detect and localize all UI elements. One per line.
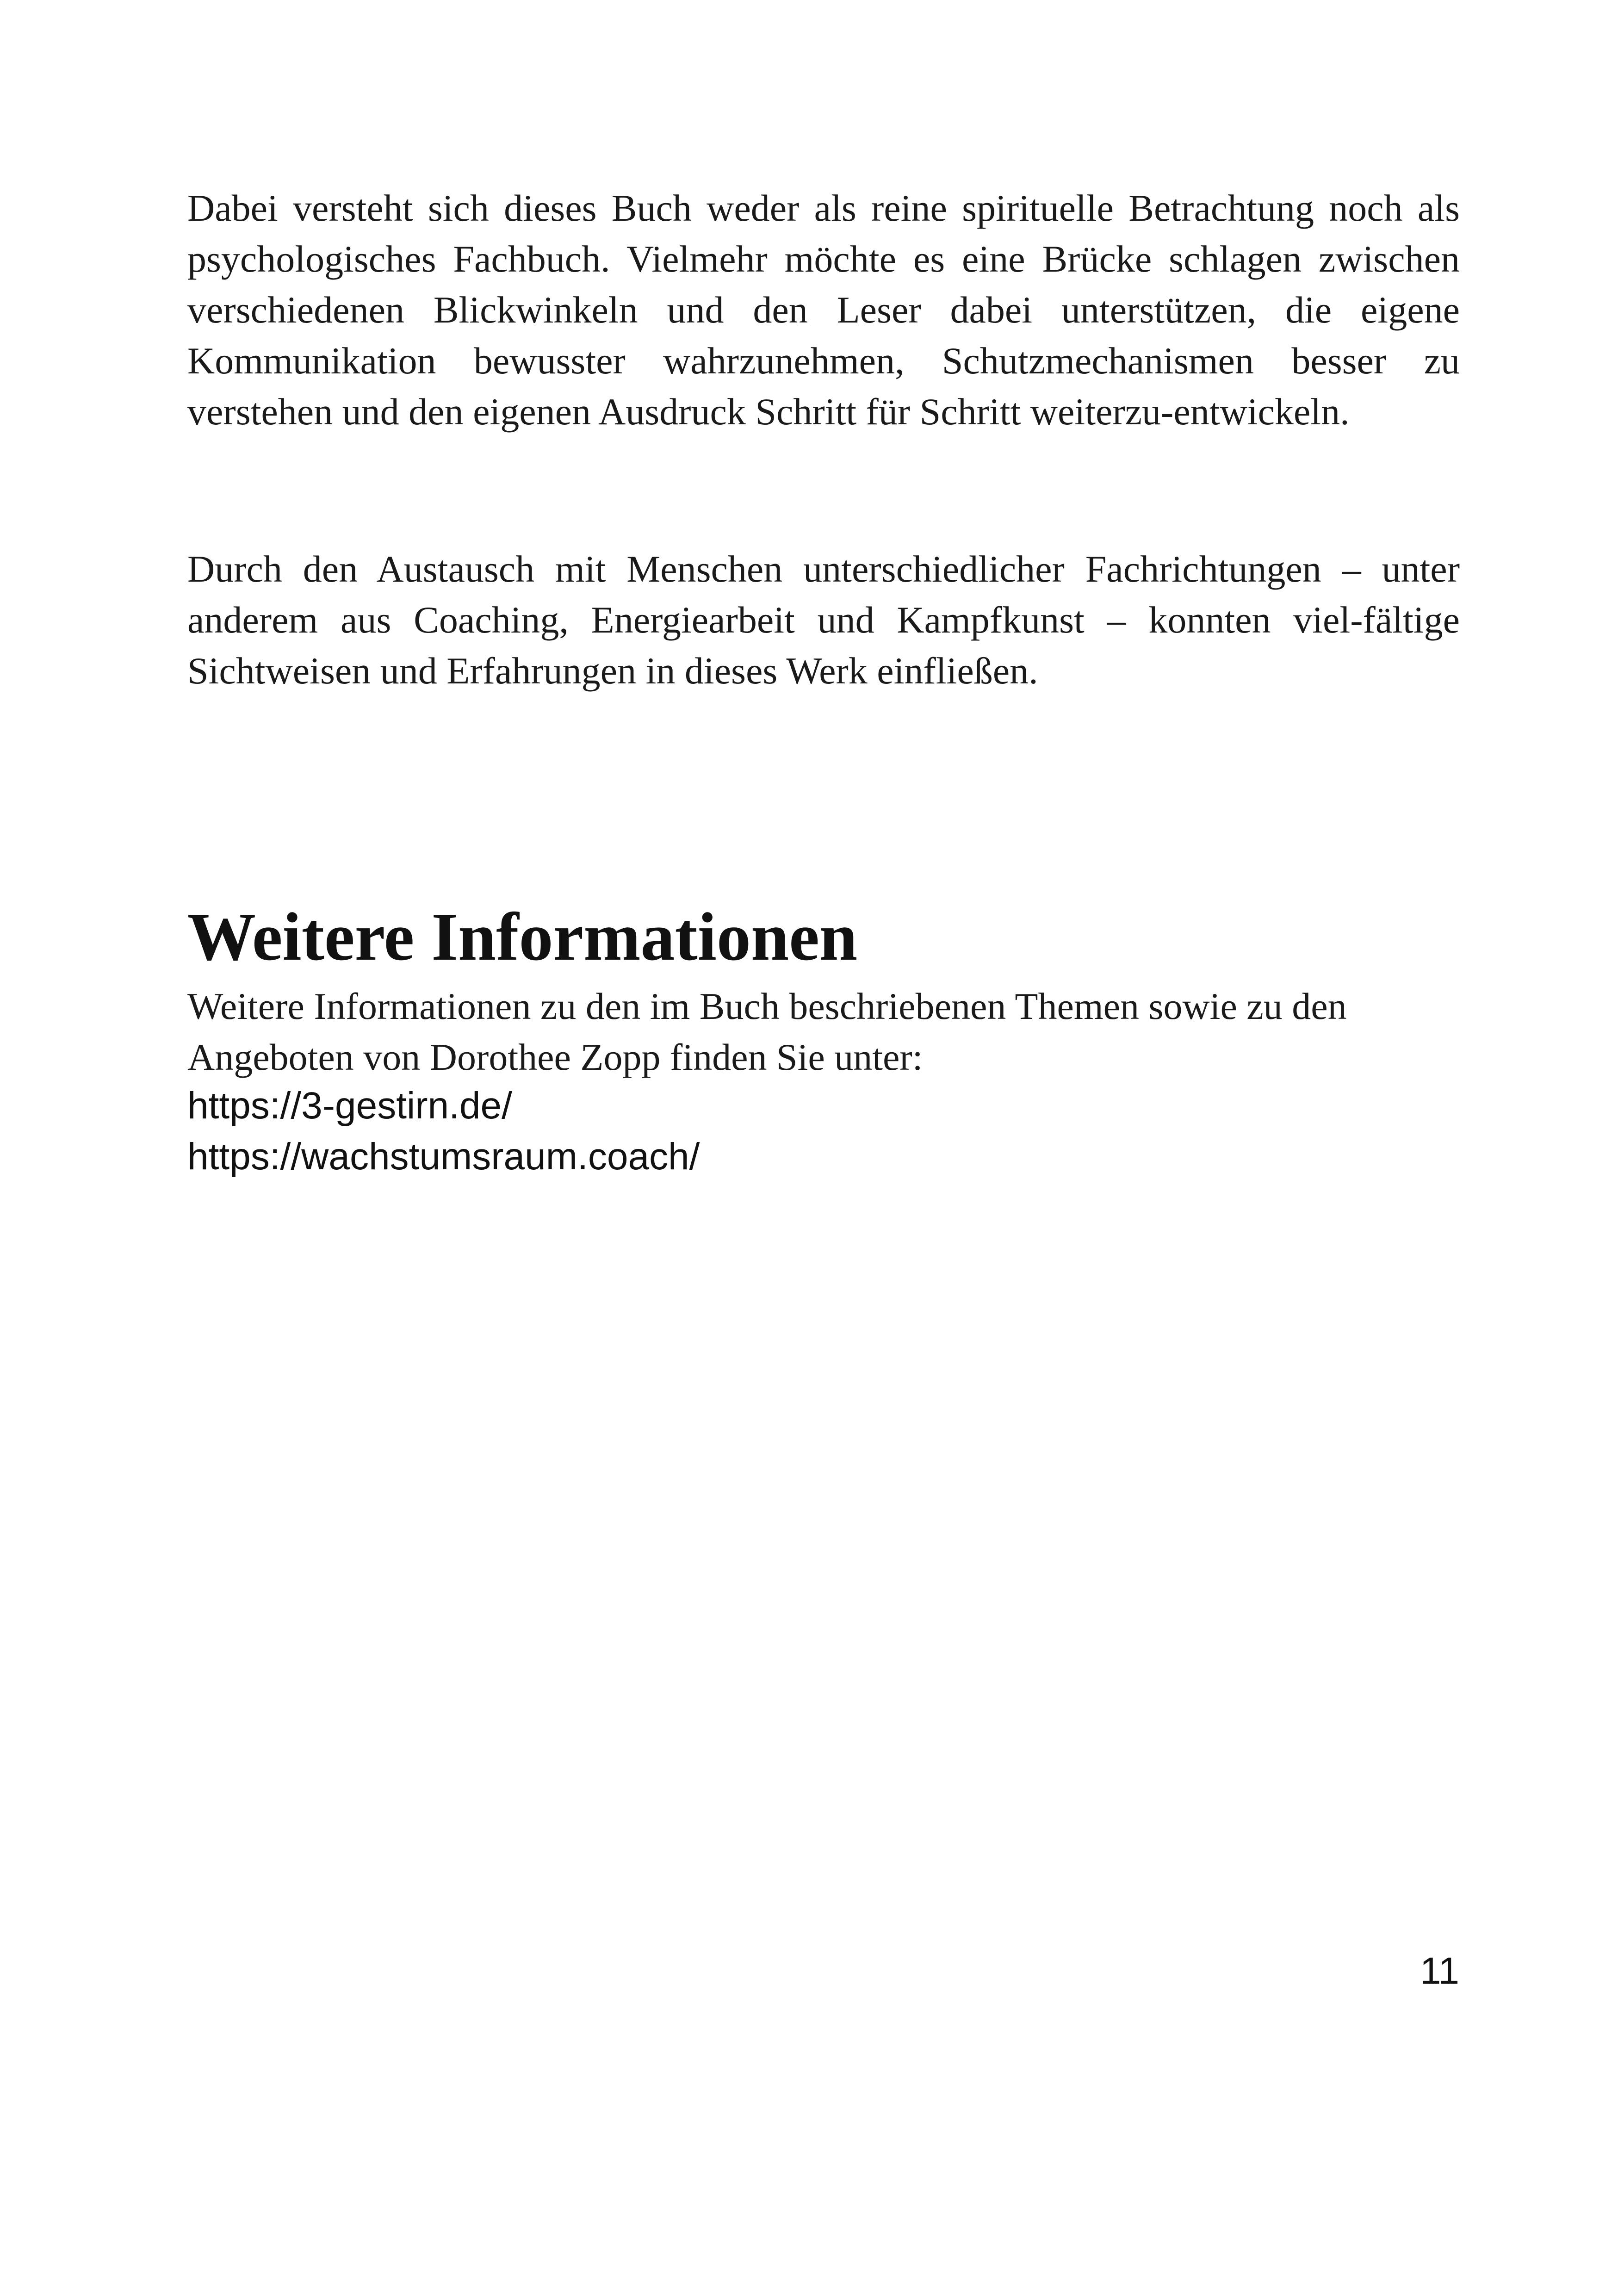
page-number: 11 bbox=[1420, 1950, 1459, 1992]
website-link-wachstumsraum[interactable]: https://wachstumsraum.coach/ bbox=[187, 1136, 700, 1178]
section-heading: Weitere Informationen bbox=[187, 899, 858, 975]
website-link-3-gestirn[interactable]: https://3-gestirn.de/ bbox=[187, 1085, 512, 1127]
section-text: Weitere Informationen zu den im Buch beschriebenen Themen sowie zu den Angeboten von Dorothee Zopp finden Sie unter: bbox=[187, 985, 1347, 1078]
body-paragraph: Durch den Austausch mit Menschen unterschiedlicher Fachrichtungen – unter anderem aus Coaching, Energiearbeit und Kampfkunst – konnten viel-fältige Sichtweisen und Erfahrungen in dieses Werk einfließen. bbox=[187, 548, 1460, 692]
body-paragraph: Dabei versteht sich dieses Buch weder als reine spirituelle Betrachtung noch als psychologisches Fachbuch. Vielmehr möchte es eine Brücke schlagen zwischen verschiedenen Blickwinkeln und den Leser dabei unterstützen, die eigene Kommunikation bewusster wahrzunehmen, Schutzmechanismen besser zu verstehen und den eigenen Ausdruck Schritt für Schritt weiterzu-entwickeln. bbox=[187, 187, 1460, 433]
